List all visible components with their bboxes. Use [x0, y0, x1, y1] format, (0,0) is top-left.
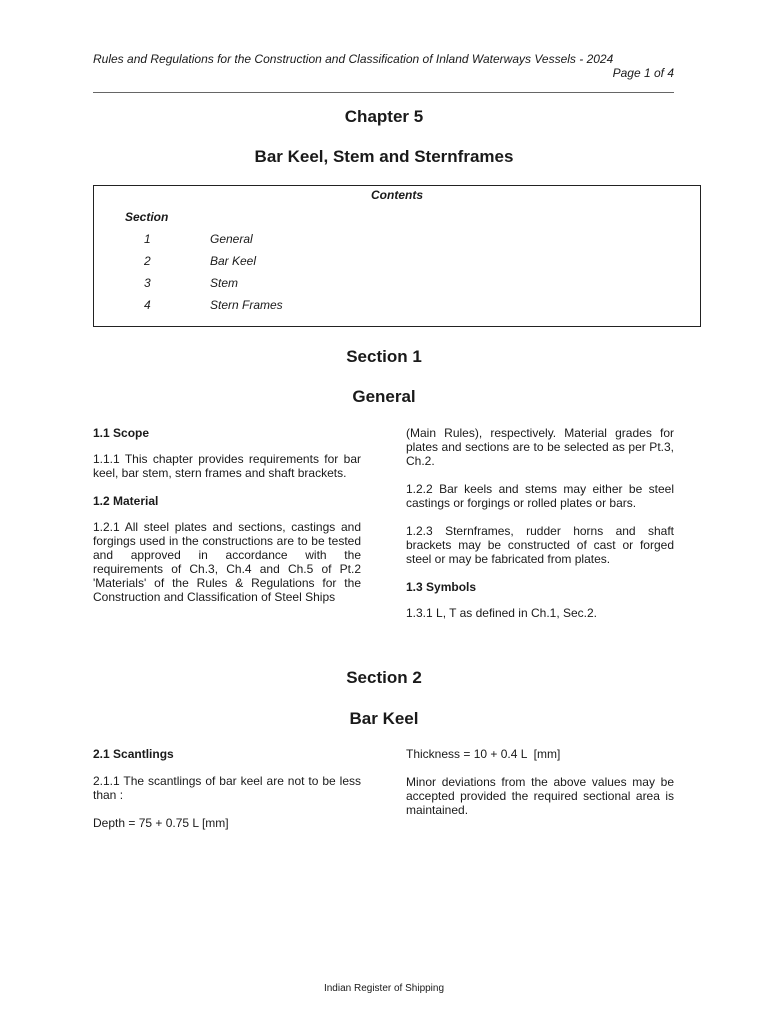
subsection-heading-scantlings: 2.1 Scantlings: [93, 747, 174, 761]
section-1-heading: Section 1: [346, 347, 422, 366]
formula-depth: Depth = 75 + 0.75 L [mm]: [93, 816, 229, 830]
subsection-heading-symbols: 1.3 Symbols: [406, 580, 477, 594]
toc-entry-number: 2: [144, 254, 151, 268]
paragraph-1-2-1: 1.2.1 All steel plates and sections, castings and forgings used in the constructions are to be tested and approved in accordance with the requirements of Ch.3, Ch.4 and Ch.5 of Pt.2 'Materials' of the Rules & Regulations for the Construction and Classification of Steel Ships: [93, 520, 361, 604]
toc-entry-number: 4: [144, 298, 151, 312]
header-title: Rules and Regulations for the Construction and Classification of Inland Waterways Vessels - 2024: [93, 52, 614, 66]
paragraph-1-2-3: 1.2.3 Sternframes, rudder horns and shaft brackets may be constructed of cast or forged steel or may be fabricated from plates.: [406, 524, 674, 566]
formula-thickness: Thickness = 10 + 0.4 L [mm]: [406, 747, 561, 761]
chapter-title: Bar Keel, Stem and Sternframes: [254, 147, 514, 166]
section-1-title: General: [352, 387, 416, 406]
section-1-left-column: [93, 426, 361, 618]
header-page-number: Page 1 of 4: [612, 66, 674, 80]
paragraph-minor-deviations: Minor deviations from the above values may be accepted provided the required sectional area is maintained.: [406, 775, 674, 817]
contents-title: Contents: [371, 188, 423, 202]
subsection-heading-scope: 1.1 Scope: [93, 426, 150, 440]
section-1-right-column: [406, 426, 674, 634]
paragraph-continued: (Main Rules), respectively. Material grades for plates and sections are to be selected as per Pt.3, Ch.2.: [406, 426, 674, 468]
toc-entry-number: 1: [144, 232, 151, 246]
toc-entry-title: General: [210, 232, 253, 246]
toc-entry-number: 3: [144, 276, 151, 290]
paragraph-1-2-2: 1.2.2 Bar keels and stems may either be steel castings or forgings or rolled plates or bars.: [406, 482, 674, 510]
toc-entry-title: Stem: [210, 276, 239, 290]
toc-entry-title: Bar Keel: [210, 254, 257, 268]
toc-entry[interactable]: [94, 276, 700, 292]
contents-box: [93, 185, 701, 327]
section-2-right-column: [406, 747, 674, 831]
paragraph-2-1-1: 2.1.1 The scantlings of bar keel are not to be less than :: [93, 774, 361, 802]
toc-entry-title: Stern Frames: [210, 298, 283, 312]
subsection-heading-material: 1.2 Material: [93, 494, 159, 508]
paragraph-1-3-1: 1.3.1 L, T as defined in Ch.1, Sec.2.: [406, 606, 598, 620]
toc-entry[interactable]: [94, 254, 700, 270]
contents-section-label: Section: [125, 210, 169, 224]
page-footer: Indian Register of Shipping: [323, 983, 445, 994]
chapter-number: Chapter 5: [344, 107, 424, 126]
paragraph-1-1-1: 1.1.1 This chapter provides requirements for bar keel, bar stem, stern frames and shaft brackets.: [93, 452, 361, 480]
header-divider: [93, 92, 674, 93]
section-2-left-column: [93, 747, 361, 844]
toc-entry[interactable]: [94, 232, 700, 248]
section-2-heading: Section 2: [346, 668, 422, 687]
toc-entry[interactable]: [94, 298, 700, 314]
running-header: [93, 52, 674, 80]
section-2-title: Bar Keel: [349, 709, 419, 728]
